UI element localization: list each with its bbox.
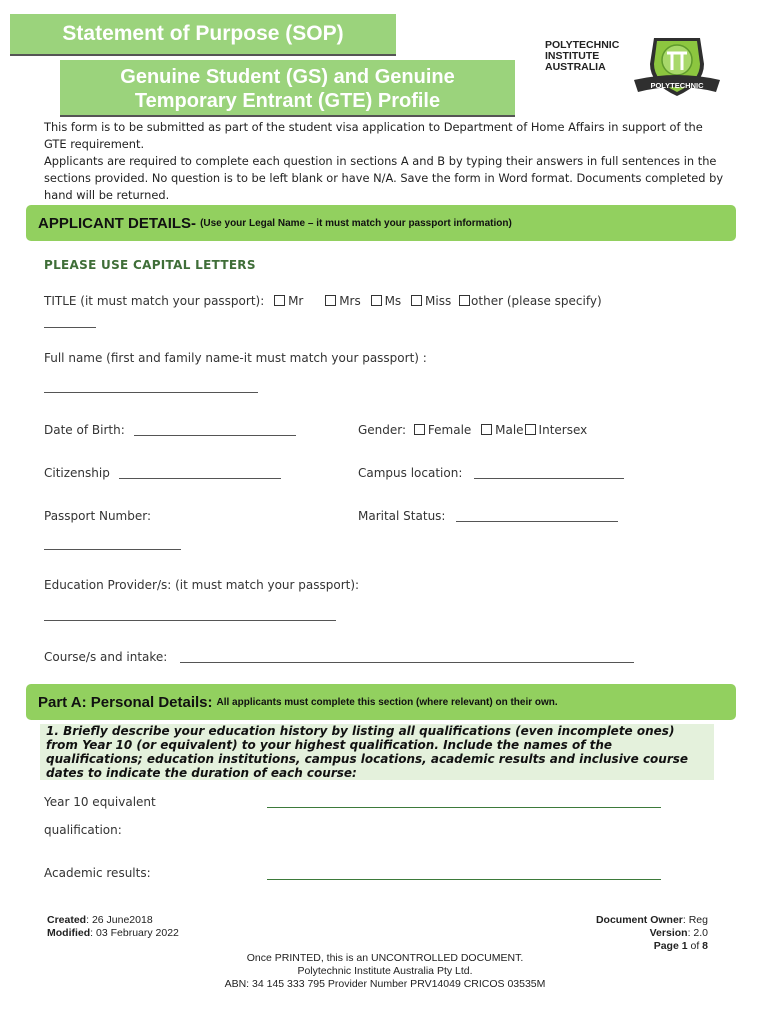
title-miss-checkbox[interactable] [411,295,422,306]
part-a-title: Part A: Personal Details: [38,693,213,711]
full-name-input[interactable] [44,392,258,393]
page-of: of [687,940,703,952]
crest-banner-text: POLYTECHNIC [650,81,704,90]
title-mr-checkbox[interactable] [274,295,285,306]
year10-input[interactable] [267,807,661,808]
passport-input[interactable] [44,549,181,550]
citizenship-input[interactable] [119,478,281,479]
intro-paragraph-1: This form is to be submitted as part of the student visa application to Department of Home Affairs in support of the GTE requirement. [44,120,703,151]
footer-dates [47,914,179,940]
title-other-input[interactable] [44,327,96,328]
footer-notice-3: ABN: 34 145 333 795 Provider Number PRV14049 CRICOS 03535M [224,978,546,990]
footer-notice-2: Polytechnic Institute Australia Pty Ltd. [297,965,473,977]
page-label: Page [653,940,679,952]
campus-input[interactable] [474,478,624,479]
part-a-heading [26,684,736,720]
title-mrs-label: Mrs [339,294,361,308]
logo-line-2: INSTITUTE [545,50,600,62]
version-label: Version [649,927,688,939]
version-value: : 2.0 [687,927,708,939]
modified-label: Modified [47,927,91,939]
gender-intersex-label: Intersex [538,423,588,437]
modified-value: : 03 February 2022 [90,927,179,939]
created-value: : 26 June2018 [86,914,153,926]
qualification-label: qualification: [44,823,122,837]
title-mrs-checkbox[interactable] [325,295,336,306]
institute-crest-icon [632,34,722,106]
form-title-banner [10,14,396,56]
intro-text [44,119,724,204]
title-other-checkbox[interactable] [459,295,470,306]
gender-female-label: Female [427,423,472,437]
marital-input[interactable] [456,521,618,522]
applicant-details-heading [26,205,736,241]
page-total: 8 [702,940,708,952]
citizenship-label: Citizenship [44,466,110,480]
form-subtitle-banner [60,60,515,117]
question-1: 1. Briefly describe your education history by listing all qualifications (even incomplete ones) from Year 10 (or equivalent) to your highest qualification. Include the names of the qualifications; education institutions, campus locations, academic results and inclusive course dates to indicate the duration of each course: [40,724,714,780]
gender-male-label: Male [495,423,524,437]
owner-label: Document Owner [595,914,683,926]
applicant-details-title: APPLICANT DETAILS- [38,214,197,232]
gender-row [358,423,587,437]
created-label: Created [47,914,87,926]
footer-document-info [596,914,708,953]
gender-label: Gender: [358,423,407,437]
logo-line-1: POLYTECHNIC [545,39,620,51]
provider-label: Education Provider/s: (it must match your passport): [44,578,360,592]
owner-value: : Reg [682,914,708,926]
course-input[interactable] [180,662,634,663]
applicant-details-note: (Use your Legal Name – it must match your passport information) [200,217,512,229]
title-label: TITLE (it must match your passport): [44,294,265,308]
logo-line-3: AUSTRALIA [545,61,606,73]
results-label: Academic results: [44,866,151,880]
provider-input[interactable] [44,620,336,621]
institute-logo-text [545,40,635,73]
page-current: 1 [681,940,688,952]
intro-paragraph-2: Applicants are required to complete each question in sections A and B by typing their answers in full sentences in the sections provided. No question is to be left blank or have N/A. Save the form in Word format. Documents completed by hand will be returned. [44,154,724,202]
title-row [44,294,602,308]
gender-intersex-checkbox[interactable] [525,424,536,435]
course-label: Course/s and intake: [44,650,168,664]
marital-label: Marital Status: [358,509,446,523]
footer-notice-1: Once PRINTED, this is an UNCONTROLLED DOCUMENT. [246,952,524,964]
full-name-label: Full name (first and family name-it must match your passport) : [44,351,427,365]
gender-female-checkbox[interactable] [414,424,425,435]
title-mr-label: Mr [288,294,304,308]
part-a-note: All applicants must complete this section (where relevant) on their own. [216,696,558,708]
form-subtitle-line2: Temporary Entrant (GTE) Profile [134,90,441,112]
title-miss-label: Miss [425,294,452,308]
dob-input[interactable] [134,435,296,436]
gender-male-checkbox[interactable] [481,424,492,435]
title-other-label: other (please specify) [471,294,602,308]
campus-label: Campus location: [358,466,463,480]
title-ms-label: Ms [384,294,402,308]
form-subtitle-line1: Genuine Student (GS) and Genuine [120,66,455,88]
footer-notice [0,952,770,991]
passport-label: Passport Number: [44,509,152,523]
title-ms-checkbox[interactable] [371,295,382,306]
form-title: Statement of Purpose (SOP) [62,22,344,45]
dob-label: Date of Birth: [44,423,125,437]
results-input[interactable] [267,879,661,880]
year10-label: Year 10 equivalent [44,795,156,809]
capital-letters-notice: PLEASE USE CAPITAL LETTERS [44,258,256,272]
